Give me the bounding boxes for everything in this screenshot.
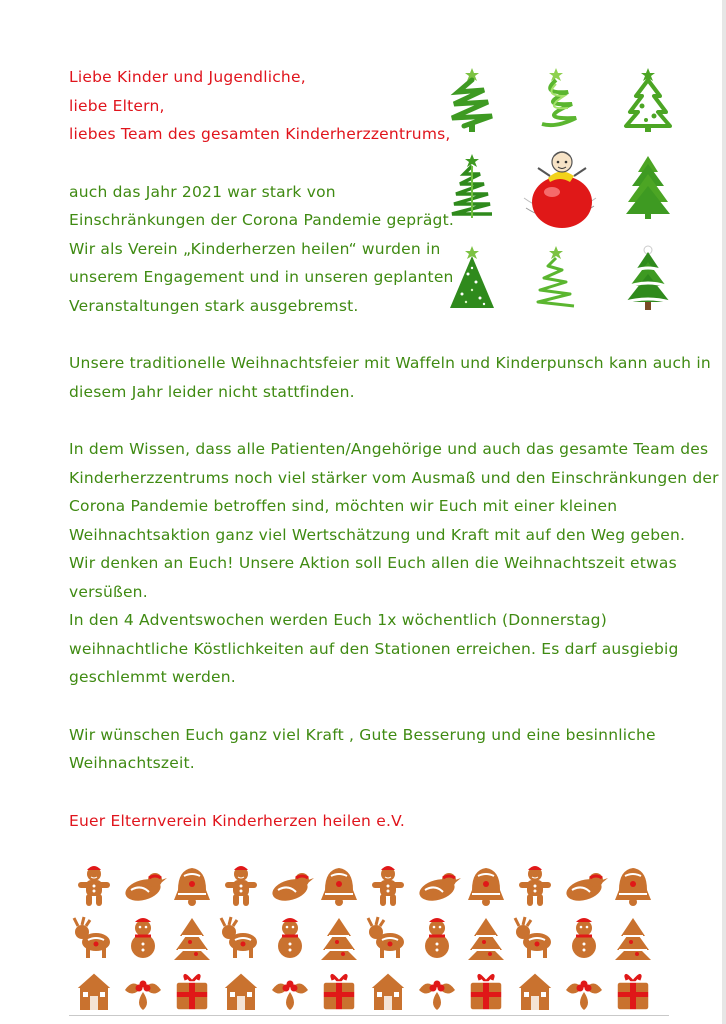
cookie-pattern (68, 860, 668, 1020)
greeting-line: liebe Eltern, (69, 96, 165, 115)
outline-tree-icon (620, 66, 676, 134)
text-line: weihnachtliche Köstlichkeiten auf den Stationen erreichen. Es darf ausgiebig (69, 639, 679, 658)
gingerbread-man-icon (519, 866, 551, 906)
gingerbread-man-icon (225, 866, 257, 906)
house-cookie-icon (223, 972, 259, 1010)
holly-cookie-icon (272, 981, 308, 1011)
house-cookie-icon (76, 972, 112, 1010)
bird-cookie-icon (564, 873, 608, 904)
gift-cookie-icon (176, 975, 208, 1010)
gingerbread-man-icon (372, 866, 404, 906)
snowy-tree-icon (620, 244, 676, 312)
greeting-line: Liebe Kinder und Jugendliche, (69, 68, 306, 86)
greeting-line: liebes Team des gesamten Kinderherzzentrums, (69, 125, 451, 143)
text-line: Wir als Verein „Kinderherzen heilen“ wurden in (69, 239, 441, 258)
gift-cookie-icon (323, 975, 355, 1010)
text-line: Wir denken an Euch! Unsere Aktion soll Euch allen die Weihnachtszeit etwas (69, 554, 677, 572)
text-line: In dem Wissen, dass alle Patienten/Angehörige und auch das gesamte Team des (69, 440, 709, 458)
text-line: Weihnachtszeit. (69, 754, 195, 772)
bell-cookie-icon (174, 868, 210, 906)
spiral-tree-icon (444, 66, 500, 134)
tree-cookie-icon (174, 918, 210, 960)
bird-cookie-icon (270, 873, 314, 904)
gingerbread-cookie-border (68, 860, 668, 1020)
ribbon-tree-icon (444, 152, 500, 220)
child-on-ball-illustration (520, 146, 600, 234)
house-cookie-icon (517, 972, 553, 1010)
snowman-cookie-icon (572, 918, 596, 958)
text-line: Weihnachtsaktion ganz viel Wertschätzung und Kraft mit auf den Weg geben. (69, 525, 686, 544)
bell-cookie-icon (468, 868, 504, 906)
text-line: Kinderherzzentrums noch viel stärker vom Ausmaß und den Einschränkungen der (69, 468, 719, 487)
swirl-tree-icon (528, 66, 584, 134)
gingerbread-man-icon (78, 866, 110, 906)
text-line: diesem Jahr leider nicht stattfinden. (69, 382, 355, 401)
gift-cookie-icon (617, 975, 649, 1010)
tree-cookie-icon (321, 918, 357, 960)
tree-cookie-icon (468, 918, 504, 960)
gift-cookie-icon (470, 975, 502, 1010)
bottom-rule (69, 1015, 669, 1016)
snowman-cookie-icon (131, 918, 155, 958)
layered-tree-icon (620, 152, 676, 220)
holly-cookie-icon (419, 981, 455, 1011)
text-line: Wir wünschen Euch ganz viel Kraft , Gute Besserung und eine besinnliche (69, 725, 656, 744)
sparkle-tree-icon (444, 244, 500, 312)
reindeer-cookie-icon (221, 917, 257, 958)
text-line: geschlemmt werden. (69, 668, 236, 686)
text-line: In den 4 Adventswochen werden Euch 1x wöchentlich (Donnerstag) (69, 611, 607, 629)
bell-cookie-icon (321, 868, 357, 906)
snowman-cookie-icon (278, 918, 302, 958)
holly-cookie-icon (566, 981, 602, 1011)
paragraph-action (69, 435, 719, 692)
page-edge (722, 0, 726, 1024)
text-line: Veranstaltungen stark ausgebremst. (69, 296, 359, 315)
bird-cookie-icon (123, 873, 167, 904)
holly-cookie-icon (125, 981, 161, 1011)
text-line: Unsere traditionelle Weihnachtsfeier mit Waffeln und Kinderpunsch kann auch in (69, 354, 711, 372)
paragraph-celebration (69, 349, 711, 406)
bird-cookie-icon (417, 873, 461, 904)
signature: Euer Elternverein Kinderherzen heilen e.V. (69, 811, 406, 830)
bell-cookie-icon (615, 868, 651, 906)
reindeer-cookie-icon (74, 917, 110, 958)
house-cookie-icon (370, 972, 406, 1010)
text-line: versüßen. (69, 582, 148, 601)
snowman-cookie-icon (425, 918, 449, 958)
text-line: auch das Jahr 2021 war stark von (69, 182, 336, 201)
reindeer-cookie-icon (368, 917, 404, 958)
tree-cookie-icon (615, 918, 651, 960)
text-line: unserem Engagement und in unseren geplanten (69, 268, 454, 286)
zigzag-tree-icon (528, 244, 584, 312)
paragraph-wishes (69, 721, 669, 778)
text-line: Corona Pandemie betroffen sind, möchten wir Euch mit einer kleinen (69, 497, 618, 515)
reindeer-cookie-icon (515, 917, 551, 958)
christmas-tree-grid (432, 62, 680, 324)
text-line: Einschränkungen der Corona Pandemie geprägt. (69, 211, 455, 229)
